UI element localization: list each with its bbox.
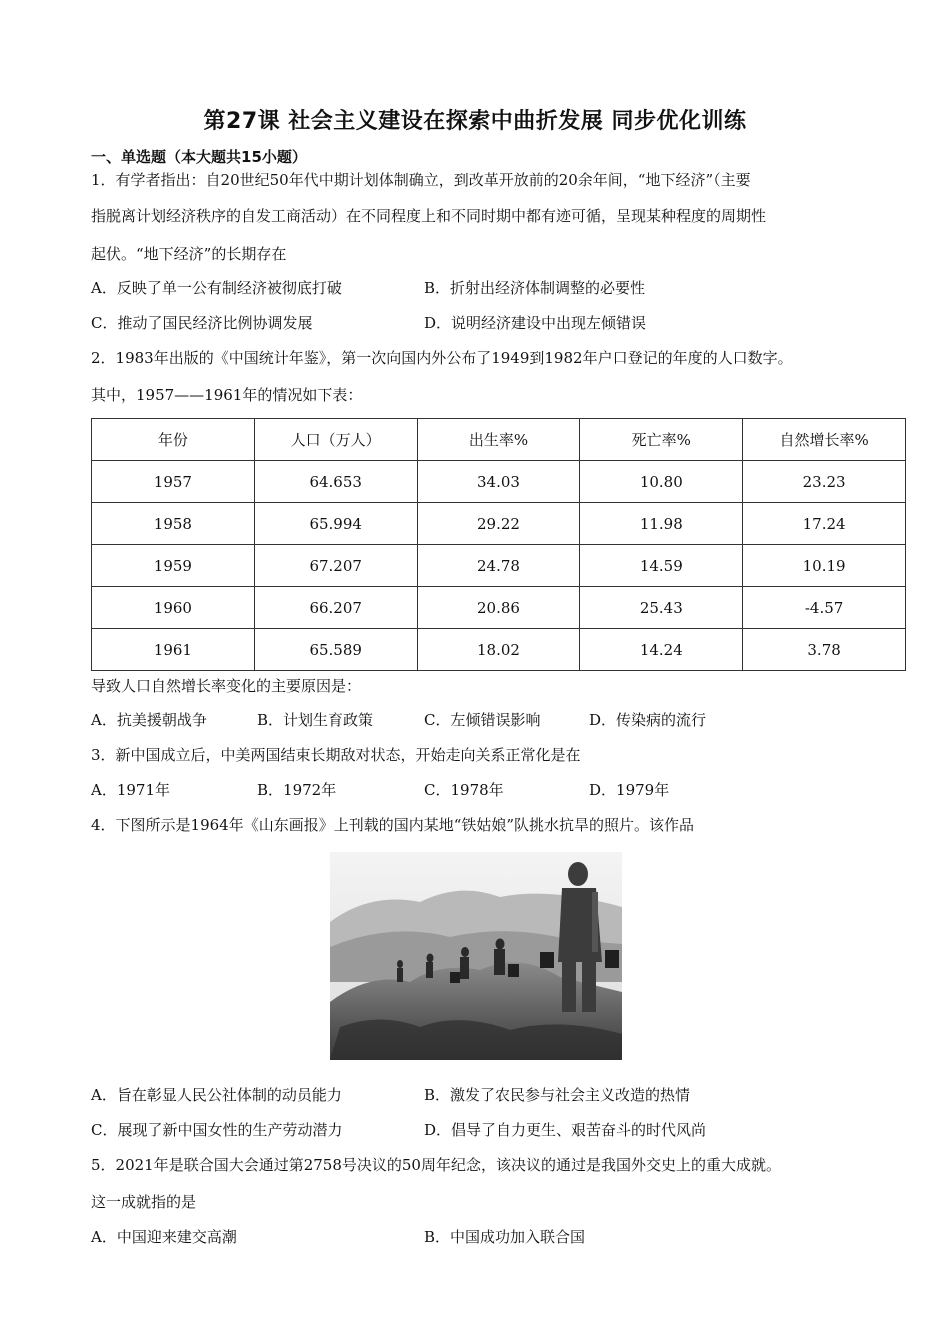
table-cell: 34.03 [417,461,580,503]
q1-stem-line-1: 1．有学者指出：自20世纪50年代中期计划体制确立，到改革开放前的20余年间，“地下经济”（主要 [91,171,751,189]
table-row [92,629,906,671]
q2-option-c: C．左倾错误影响 [424,711,541,729]
table-cell: 29.22 [417,503,580,545]
table-cell: 67.207 [254,545,417,587]
q2-option-a: A．抗美援朝战争 [91,711,207,729]
q1-option-d: D．说明经济建设中出现左倾错误 [424,314,647,332]
q2-stem-line-2: 其中，1957——1961年的情况如下表： [91,386,363,404]
q3-option-d: D．1979年 [589,781,670,799]
section-heading: 一、单选题（本大题共15小题） [91,148,307,166]
q1-option-b: B．折射出经济体制调整的必要性 [424,279,646,297]
q1-stem-line-3: 起伏。“地下经济”的长期存在 [91,245,287,263]
table-cell: 17.24 [743,503,906,545]
table-cell: 1957 [92,461,255,503]
q4-option-d: D．倡导了自力更生、艰苦奋斗的时代风尚 [424,1121,707,1139]
q3-option-b: B．1972年 [257,781,337,799]
q1-option-a: A．反映了单一公有制经济被彻底打破 [91,279,342,297]
table-cell: 1958 [92,503,255,545]
table-cell: 14.24 [580,629,743,671]
q2-option-d: D．传染病的流行 [589,711,707,729]
q5-stem-line-1: 5．2021年是联合国大会通过第2758号决议的50周年纪念，该决议的通过是我国外交史上的重大成就。 [91,1156,781,1174]
table-cell: 20.86 [417,587,580,629]
table-cell: 25.43 [580,587,743,629]
table-cell: 23.23 [743,461,906,503]
table-cell: 10.19 [743,545,906,587]
q2-option-b: B．计划生育政策 [257,711,374,729]
table-header-row [92,419,906,461]
q3-stem-line-1: 3．新中国成立后，中美两国结束长期敌对状态，开始走向关系正常化是在 [91,746,581,764]
table-header-cell: 出生率% [417,419,580,461]
q2-stem-line-1: 2．1983年出版的《中国统计年鉴》，第一次向国内外公布了1949到1982年户口登记的年度的人口数字。 [91,349,793,367]
table-header-cell: 人口（万人） [254,419,417,461]
q4-option-b: B．激发了农民参与社会主义改造的热情 [424,1086,691,1104]
q5-stem-line-2: 这一成就指的是 [91,1193,197,1211]
table-row [92,461,906,503]
table-cell: 1960 [92,587,255,629]
iron-girls-photo [330,852,622,1060]
table-cell: 1959 [92,545,255,587]
table-cell: 18.02 [417,629,580,671]
table-cell: 65.994 [254,503,417,545]
table-cell: 64.653 [254,461,417,503]
table-cell: 10.80 [580,461,743,503]
q4-stem-line-1: 4．下图所示是1964年《山东画报》上刊载的国内某地“铁姑娘”队挑水抗旱的照片。该作品 [91,816,695,834]
table-cell: 14.59 [580,545,743,587]
q3-option-a: A．1971年 [91,781,171,799]
table-header-cell: 死亡率% [580,419,743,461]
q3-option-c: C．1978年 [424,781,504,799]
table-cell: 65.589 [254,629,417,671]
table-row [92,503,906,545]
table-cell: -4.57 [743,587,906,629]
table-row [92,587,906,629]
q4-option-c: C．展现了新中国女性的生产劳动潜力 [91,1121,343,1139]
table-cell: 3.78 [743,629,906,671]
table-cell: 24.78 [417,545,580,587]
table-header-cell: 年份 [92,419,255,461]
table-row [92,545,906,587]
table-cell: 66.207 [254,587,417,629]
q5-option-a: A．中国迎来建交高潮 [91,1228,237,1246]
q1-stem-line-2: 指脱离计划经济秩序的自发工商活动）在不同程度上和不同时期中都有迹可循，呈现某种程度的周期性 [91,207,767,225]
population-table [91,418,906,671]
table-cell: 11.98 [580,503,743,545]
q2-stem-line-3: 导致人口自然增长率变化的主要原因是： [91,677,362,695]
table-header-cell: 自然增长率% [743,419,906,461]
page-title: 第27课 社会主义建设在探索中曲折发展 同步优化训练 [203,109,747,134]
table-cell: 1961 [92,629,255,671]
q4-option-a: A．旨在彰显人民公社体制的动员能力 [91,1086,342,1104]
q5-option-b: B．中国成功加入联合国 [424,1228,586,1246]
q1-option-c: C．推动了国民经济比例协调发展 [91,314,313,332]
